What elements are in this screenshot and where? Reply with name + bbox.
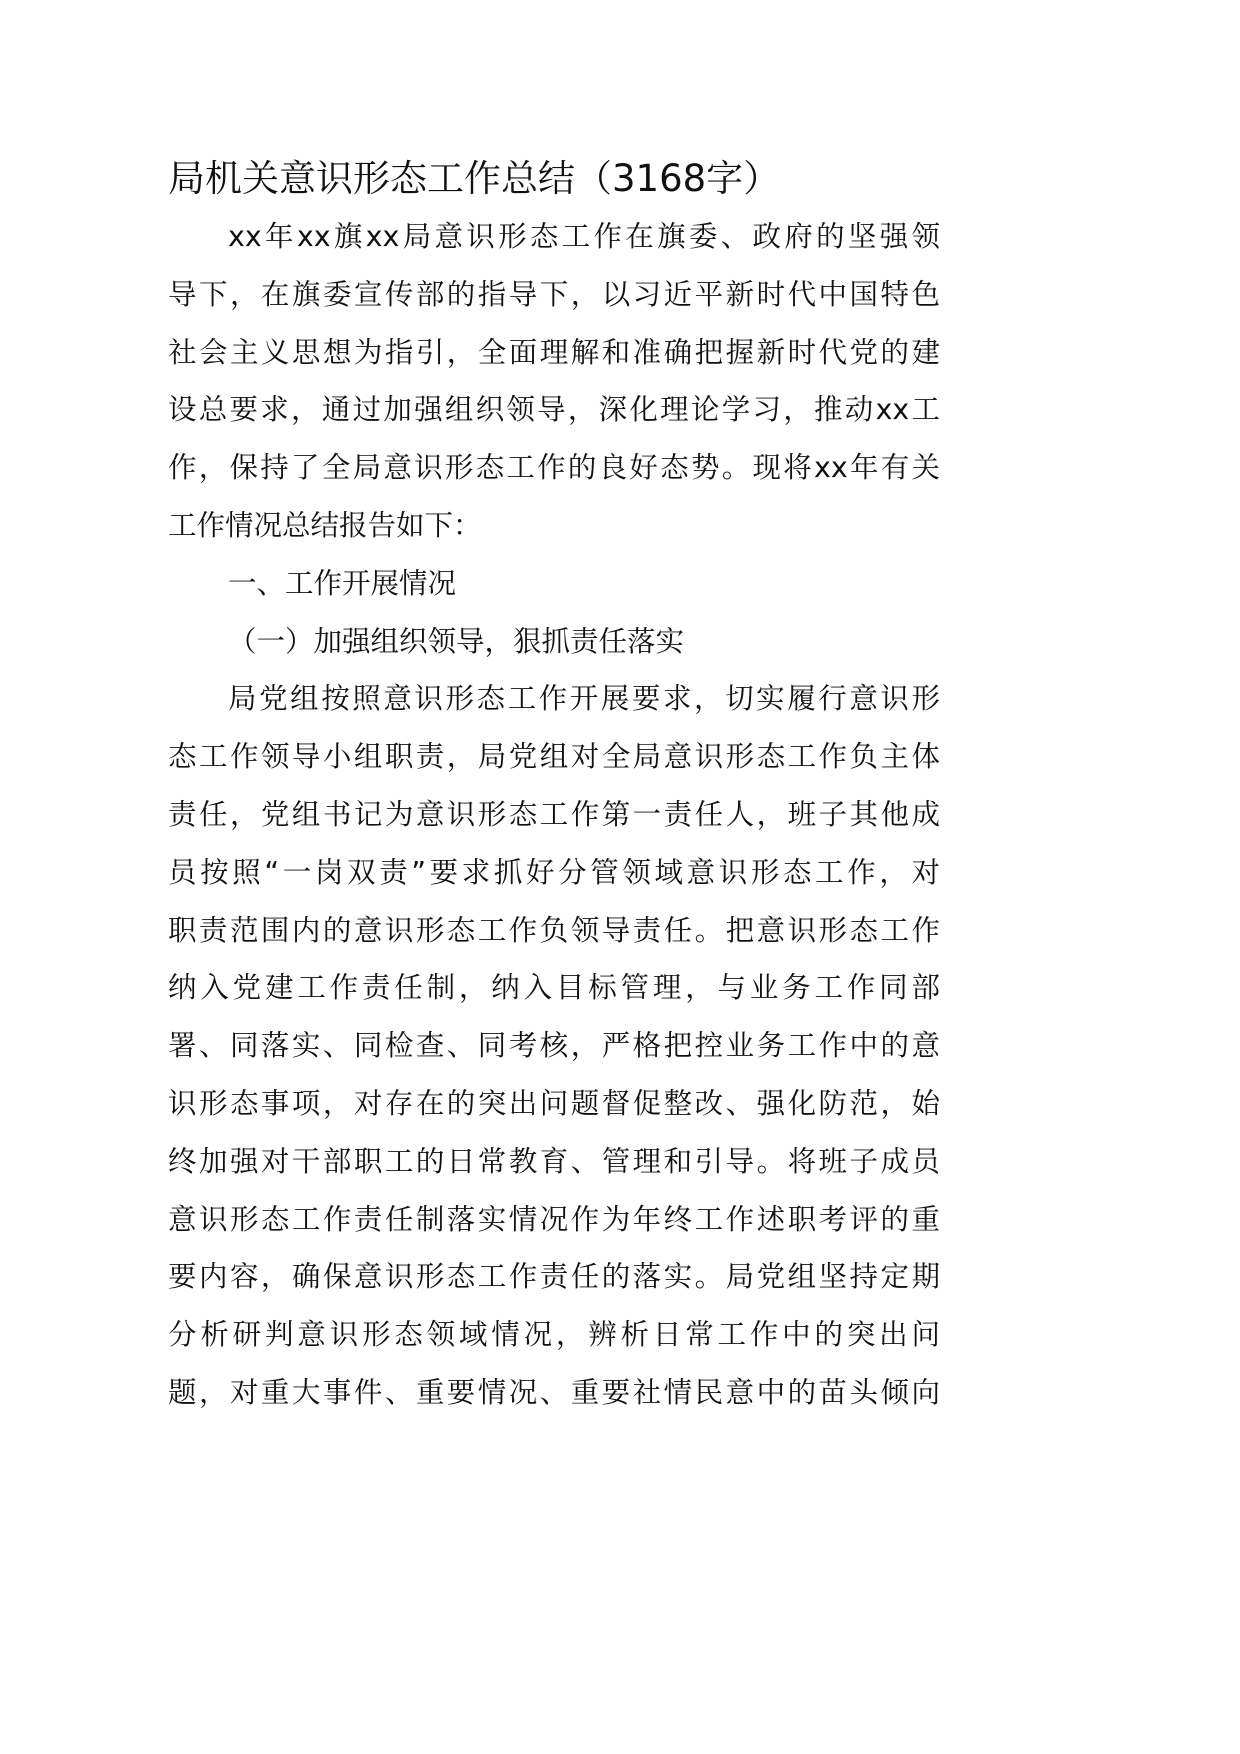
- document-body: [168, 208, 940, 1422]
- text-line: 态工作领导小组职责，局党组对全局意识形态工作负主体: [168, 740, 940, 774]
- text-line: 社会主义思想为指引，全面理解和准确把握新时代党的建: [168, 335, 940, 369]
- text-line: 员按照“一岗双责”要求抓好分管领域意识形态工作，对: [168, 855, 940, 889]
- document-title: 局机关意识形态工作总结（3168字）: [168, 157, 781, 200]
- text-line: 责任，党组书记为意识形态工作第一责任人，班子其他成: [168, 797, 940, 831]
- text-line: 一、工作开展情况: [228, 566, 457, 600]
- section-heading: [168, 555, 940, 613]
- text-line: 局党组按照意识形态工作开展要求，切实履行意识形: [228, 682, 940, 716]
- text-line: 设总要求，通过加强组织领导，深化理论学习，推动xx工: [168, 393, 940, 427]
- text-line: 导下，在旗委宣传部的指导下，以习近平新时代中国特色: [168, 277, 940, 311]
- text-line: 工作情况总结报告如下：: [168, 508, 482, 542]
- text-line: 终加强对干部职工的日常教育、管理和引导。将班子成员: [168, 1144, 940, 1178]
- text-line: xx年xx旗xx局意识形态工作在旗委、政府的坚强领: [228, 220, 940, 253]
- paragraph: [168, 670, 940, 1421]
- text-line: 职责范围内的意识形态工作负领导责任。把意识形态工作: [168, 913, 940, 947]
- text-line: 分析研判意识形态领域情况，辨析日常工作中的突出问: [168, 1318, 940, 1352]
- text-line: 要内容，确保意识形态工作责任的落实。局党组坚持定期: [168, 1260, 940, 1294]
- text-line: 识形态事项，对存在的突出问题督促整改、强化防范，始: [168, 1086, 940, 1120]
- text-line: 题，对重大事件、重要情况、重要社情民意中的苗头倾向: [168, 1375, 940, 1409]
- paragraph: [168, 208, 940, 555]
- text-line: 意识形态工作责任制落实情况作为年终工作述职考评的重: [168, 1202, 940, 1236]
- text-line: 署、同落实、同检查、同考核，严格把控业务工作中的意: [168, 1029, 940, 1063]
- text-line: 作，保持了全局意识形态工作的良好态势。现将xx年有关: [168, 451, 940, 485]
- text-line: 纳入党建工作责任制，纳入目标管理，与业务工作同部: [168, 971, 940, 1005]
- text-line: （一）加强组织领导，狠抓责任落实: [228, 624, 685, 658]
- subsection-heading: [168, 613, 940, 671]
